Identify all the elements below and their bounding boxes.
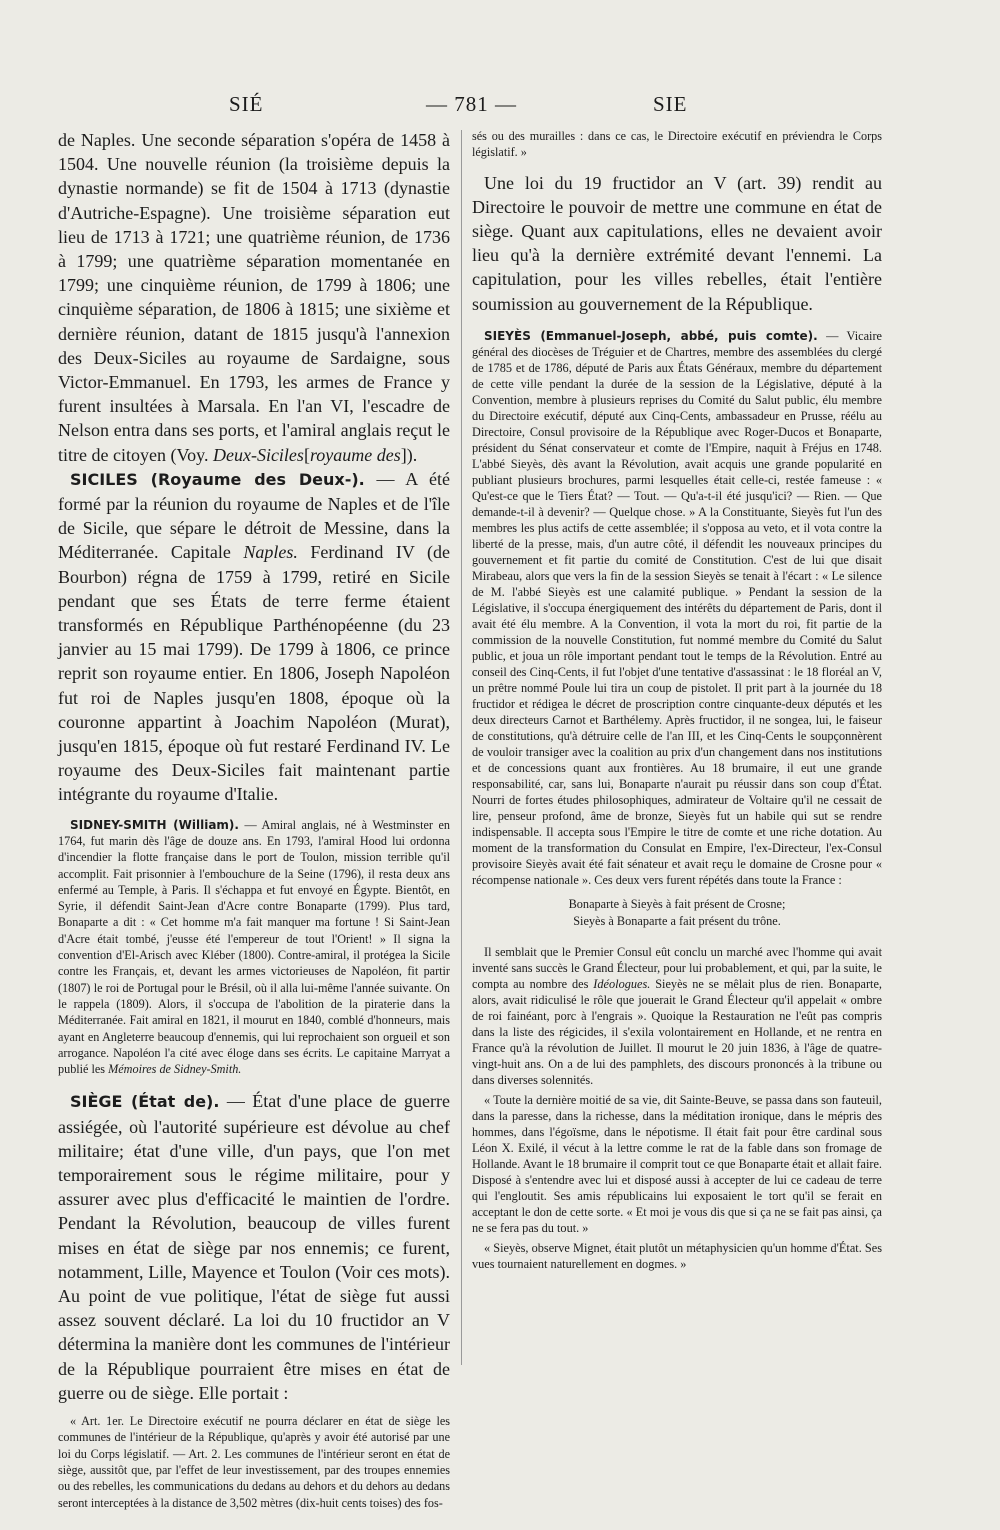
sieyes-paragraph-2: Il semblait que le Premier Consul eût conclu un marché avec l'homme qui avait inventé sans succès le Grand Électeur, pour lui probablement, et qui, par la suite, le compta au nombre des Idéologues. Sieyès ne se mêlait plus de rien. Bonaparte, alors, avait ridiculisé le rôle que jouerait le Grand Électeur qu'il appelait « ombre de roi fainéant, porc à l'engrais ». Quoique la Restauration ne l'eût pas compris dans la liste des régicides, il s'exila volontairement en Hollande, et ne rentra en France qu'à la révolution de Juillet. Il mourut le 20 juin 1836, à l'âge de quatre-vingt-huit ans. On a de lui des pamphlets, des discours prononcés à la tribune ou dans diverses solennités. — [472, 944, 882, 1087]
siciles-title: SICILES (Royaume des Deux-). — [70, 469, 365, 489]
verse-line-2: Sieyès à Bonaparte a fait présent du trône. — [573, 913, 781, 928]
siege-law-quote: « Art. 1er. Le Directoire exécutif ne pourra déclarer en état de siège les communes de l'intérieur de la République, qu'après y avoir été autorisé par une loi du Corps législatif. — Art. 2. Les communes de l'intérieur seront en état de siège, aussitôt que, par l'effet de leur investissement, par des troupes ennemies ou des rebelles, les communications du dedans au dehors et du dehors au dedans seront interceptées à la distance de 3,502 mètres (dix-huit cents toises) des fos- — [58, 1414, 450, 1510]
naples-paragraph: de Naples. Une seconde séparation s'opéra de 1458 à 1504. Une nouvelle réunion (la troisième depuis la dynastie normande) se fit de 1504 à 1713 (dynastie d'Autriche-Espagne). Une troisième séparation eut lieu de 1713 à 1721; une quatrième réunion, de 1736 à 1799; une quatrième séparation momentanée en 1799; une cinquième réunion, de 1799 à 1806; une cinquième séparation, de 1806 à 1815; une sixième et dernière réunion, datant de 1815 jusqu'à l'annexion des Deux-Siciles au royaume de Sardaigne, sous Victor-Emmanuel. En 1793, les armes de France y furent insultées à Marsala. En l'an VI, l'escadre de Nelson entra dans ses ports, et l'amiral anglais reçut le titre de citoyen (Voy. Deux-Siciles[royaume des]). — [58, 130, 450, 465]
siege-entry: SIÈGE (État de). — État d'une place de guerre assiégée, où l'autorité supérieure est dévolue au chef militaire; état d'une ville, d'un pays, que l'on met temporairement sous le régime militaire, pour y assurer avec plus d'efficacité le maintien de l'ordre. Pendant la Révolution, beaucoup de villes furent mises en état de siège par nos ennemis; ce furent, notamment, Lille, Mayence et Toulon (Voir ces mots). Au point de vue politique, l'état de siège fut aussi assez souvent déclaré. La loi du 10 fructidor an V détermina la manière dont les communes de l'intérieur de la République pourraient être mises en état de guerre ou de siège. Elle portait : — [58, 1091, 450, 1403]
header-left: SIÉ — [229, 92, 264, 116]
verse-line-1: Bonaparte à Sieyès à fait présent de Crosne; — [568, 896, 786, 911]
sidney-smith-title: SIDNEY-SMITH (William). — [70, 817, 239, 832]
page-header — [0, 92, 1000, 122]
sidney-smith-entry: SIDNEY-SMITH (William). — Amiral anglais, né à Westminster en 1764, fut marin dès l'âge de douze ans. En 1793, l'amiral Hood lui ordonna d'incendier la flotte française dans le port de Toulon, mission terrible qu'il accomplit. Fait prisonnier à l'embouchure de la Seine (1796), il resta deux ans enfermé au Temple, à Paris. Il s'échappa et fut envoyé en Égypte. Bientôt, en Syrie, il défendit Saint-Jean d'Acre contre Bonaparte (1799). Plus tard, Bonaparte a dit : « Cet homme m'a fait manquer ma fortune ! Si Saint-Jean d'Acre était tombé, j'eusse été l'empereur de tout l'Orient! » Il signa la convention d'El-Arisch avec Kléber (1800). Contre-amiral, il protégea la Sicile contre les Français, et, devant les armes victorieuses de Napoléon, fit partir (1807) le roi de Portugal pour le Brésil, où il alla lui-même l'année suivante. On le rappela (1809). Alors, il s'occupa de l'abolition de la piraterie dans la Méditerranée. Fait amiral en 1821, il mourut en 1840, comblé d'honneurs, mais ayant en Angleterre beaucoup d'ennemis, qui lui reprochaient son orgueil et son arrogance. Napoléon l'a cité avec éloge dans ses écrits. Le capitaine Marryat a publié les Mémoires de Sidney-Smith. — [58, 817, 450, 1077]
fructidor-law-paragraph: Une loi du 19 fructidor an V (art. 39) rendit au Directoire le pouvoir de mettre une commune en état de siège. Quant aux capitulations, elles ne devaient avoir lieu qu'à la dernière extrémité devant l'ennemi. La capitulation, pour les villes rebelles, était l'entière soumission au gouvernement de la République. — [472, 172, 882, 314]
left-column — [58, 128, 450, 1511]
header-right: SIE — [653, 92, 688, 116]
siciles-entry: SICILES (Royaume des Deux-). — A été formé par la réunion du royaume de Naples et de l'île de Sicile, que sépare le détroit de Messine, dans la Méditerranée. Capitale Naples. Ferdinand IV (de Bourbon) régna de 1759 à 1799, retiré en Sicile pendant que ses États de terre ferme étaient transformés en République Parthénopéenne (du 23 janvier au 15 mai 1799). De 1799 à 1806, ce prince reprit son royaume entier. En 1806, Joseph Napoléon fut roi de Naples jusqu'en 1808, époque où la couronne appartint à Joachim Napoléon (Murat), jusqu'en 1815, époque où fut restaré Ferdinand IV. Le royaume des Deux-Siciles fait maintenant partie intégrante du royaume d'Italie. — [58, 468, 450, 805]
sainte-beuve-quote: « Toute la dernière moitié de sa vie, dit Sainte-Beuve, se passa dans son fauteuil, dans la paresse, dans la richesse, dans la méditation ironique, dans le mépris des hommes, dans l'égoïsme, dans le népotisme. Il était fait pour être cardinal sous Léon X. Exilé, il vécut à la lettre comme le rat de la fable dans son fromage de Hollande. Avant le 18 brumaire il comprit tout ce que Bonaparte était et allait faire. Disposé à s'entendre avec lui et disposé aussi à accepter de lui ce cadeau de terre qui l'engloutit. Ses amis républicains lui exposaient le tort qu'il se ferait en acceptant le don de cette sorte. « Et moi je vous dis que si ça ne se fait pas ainsi, ça ne se fera pas du tout. » — [472, 1092, 882, 1235]
siege-title: SIÈGE (État de). — [70, 1092, 220, 1112]
mignet-quote: « Sieyès, observe Mignet, était plutôt un métaphysicien qu'un homme d'État. Ses vues tournaient naturellement en dogmes. » — [472, 1240, 882, 1271]
column-rule — [461, 130, 462, 1365]
right-column — [472, 128, 882, 1272]
sieyes-title: SIEYÈS (Emmanuel-Joseph, abbé, puis comte). — [484, 328, 818, 343]
sieyes-entry: SIEYÈS (Emmanuel-Joseph, abbé, puis comte). — Vicaire général des diocèses de Tréguier et de Chartres, membre des assemblées du clergé de 1785 et de 1786, député de Paris aux États Généraux, membre du département de cette ville pendant la durée de la session de la Législative, député à la Convention, membre à plusieurs reprises du Comité du Salut public, élu membre du Directoire exécutif, député aux Cinq-Cents, ambassadeur en Prusse, réélu au Directoire, Consul provisoire de la République avec Roger-Ducos et Bonaparte, président du Sénat conservateur et comte de l'Empire, naquit à Fréjus en 1748. L'abbé Sieyès, dès avant la Révolution, avait acquis une grande popularité en publiant plusieurs brochures, parmi lesquelles était celle-ci, restée fameuse : « Qu'est-ce que le Tiers État? — Tout. — Qu'a-t-il été jusqu'ici? — Rien. — Que demande-t-il à devenir? — Quelque chose. » A la Constituante, Sieyès fut l'un des membres les plus actifs de cette assemblée; il s'opposa au veto, et il vota contre la liberté de la presse, mais, d'un autre côté, il défendit les nouveaux principes du gouvernement et fit partie du comité de Constitution. C'est de lui que disait Mirabeau, alors que vers la fin de la session Sieyès se tenait à l'écart : « Le silence de M. l'abbé Sieyès est une calamité publique. » Pendant la session de la Législative, il s'occupa énergiquement des intérêts du département de Paris, dont il avait été élu membre. A la Convention, il vota la mort du roi, fit partie de la commission de la nouvelle Constitution, fut nommé membre du Comité du Salut public, et joua un rôle important pendant tout le temps de la Révolution. Entré au conseil des Cinq-Cents, il fut l'objet d'une tentative d'assassinat : le 18 floréal an V, un prêtre nommé Poule lui tira un coup de pistolet. Il prit part à la journée du 18 fructidor et rédigea le décret de proscription contre cinquante-deux députés et les deux directeurs Carnot et Barthélemy. Après fructidor, il ne songea, lui, le faiseur de constitutions, qu'à détruire celle de l'an III, et les Cinq-Cents le soupçonnèrent de vouloir transiger avec la coalition au prix d'un changement dans nos institutions et de concessions quant aux frontières. Au 18 brumaire, il eut une grande responsabilité, car, sans lui, Bonaparte n'aurait pu réussir dans son coup d'État. Nourri de fortes études philosophiques, admirateur de Voltaire qu'il ne cessait de lire, penseur profond, âme de bronze, Sieyès fut un habile qui sut se rendre indispensable. Il accepta sous l'Empire le titre de comte et une riche dotation. Au moment de la transformation du Consulat en Empire, l'ex-Directeur, l'ex-Consul provisoire Sieyès avait été fait sénateur et avait reçu le domaine de Crosne pour « récompense nationale ». Ces deux vers furent répétés dans toute la France : — [472, 328, 882, 887]
verse-quote — [472, 896, 882, 930]
page-number: — 781 — — [426, 92, 517, 116]
law-quote-continued: sés ou des murailles : dans ce cas, le Directoire exécutif en préviendra le Corps législatif. » — [472, 129, 882, 160]
